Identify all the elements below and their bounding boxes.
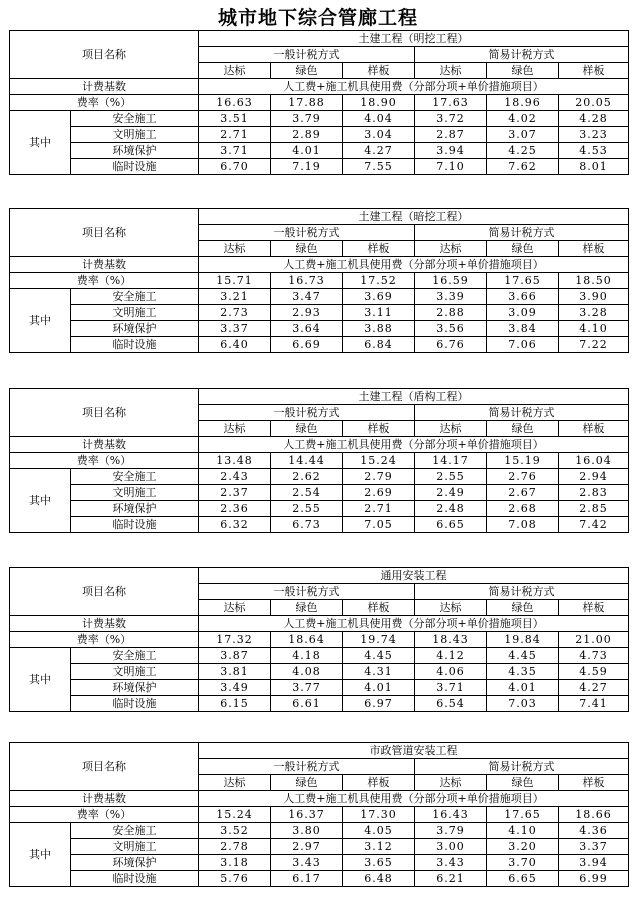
project-name-header: 项目名称 (10, 31, 199, 79)
rate-cell: 17.88 (271, 95, 343, 111)
level-header: 绿色 (487, 775, 559, 791)
rate-cell: 4.01 (343, 680, 415, 696)
rate-table (9, 208, 629, 353)
rate-cell: 2.37 (199, 485, 271, 501)
rate-cell: 4.01 (487, 680, 559, 696)
level-header: 样板 (343, 241, 415, 257)
rate-cell: 6.15 (199, 696, 271, 712)
rate-cell: 7.10 (415, 159, 487, 175)
basis-value: 人工费+施工机具使用费（分部分项+单价措施项目） (199, 257, 629, 273)
rate-cell: 4.31 (343, 664, 415, 680)
rate-cell: 3.84 (487, 321, 559, 337)
table-row (10, 111, 629, 127)
rate-cell: 5.76 (199, 871, 271, 887)
item-label: 环境保护 (71, 321, 199, 337)
item-label: 环境保护 (71, 855, 199, 871)
rate-cell: 4.53 (559, 143, 629, 159)
level-header: 样板 (559, 775, 629, 791)
rate-cell: 4.04 (343, 111, 415, 127)
project-name-header: 项目名称 (10, 743, 199, 791)
rate-cell: 2.36 (199, 501, 271, 517)
among-label: 其中 (10, 289, 71, 353)
rate-cell: 3.90 (559, 289, 629, 305)
item-label: 文明施工 (71, 839, 199, 855)
rate-cell: 2.83 (559, 485, 629, 501)
item-label: 安全施工 (71, 648, 199, 664)
rate-label: 费率（%） (10, 273, 199, 289)
rate-cell: 4.18 (271, 648, 343, 664)
simple-tax-header: 简易计税方式 (415, 584, 629, 600)
level-header: 绿色 (487, 600, 559, 616)
level-header: 样板 (559, 600, 629, 616)
basis-label: 计费基数 (10, 437, 199, 453)
rate-cell: 6.21 (415, 871, 487, 887)
rate-cell: 6.97 (343, 696, 415, 712)
table-row (10, 839, 629, 855)
table-row (10, 469, 629, 485)
section-title: 土建工程（盾构工程） (199, 389, 629, 405)
rate-table (9, 30, 629, 175)
basis-label: 计费基数 (10, 791, 199, 807)
rate-cell: 3.49 (199, 680, 271, 696)
item-label: 文明施工 (71, 305, 199, 321)
rate-cell: 18.66 (559, 807, 629, 823)
level-header: 达标 (199, 600, 271, 616)
rate-cell: 4.02 (487, 111, 559, 127)
rate-cell: 18.90 (343, 95, 415, 111)
item-label: 临时设施 (71, 696, 199, 712)
item-label: 安全施工 (71, 289, 199, 305)
rate-cell: 2.71 (199, 127, 271, 143)
project-name-header: 项目名称 (10, 209, 199, 257)
level-header: 绿色 (487, 421, 559, 437)
rate-cell: 17.52 (343, 273, 415, 289)
item-label: 临时设施 (71, 337, 199, 353)
rate-cell: 17.32 (199, 632, 271, 648)
rate-cell: 3.11 (343, 305, 415, 321)
rate-cell: 15.24 (343, 453, 415, 469)
rate-cell: 6.70 (199, 159, 271, 175)
section-title: 土建工程（明挖工程） (199, 31, 629, 47)
rate-cell: 7.22 (559, 337, 629, 353)
rate-cell: 3.37 (559, 839, 629, 855)
rate-cell: 6.54 (415, 696, 487, 712)
simple-tax-header: 简易计税方式 (415, 405, 629, 421)
rate-cell: 7.06 (487, 337, 559, 353)
rate-cell: 3.94 (559, 855, 629, 871)
rate-label: 费率（%） (10, 95, 199, 111)
page-title: 城市地下综合管廊工程 (217, 7, 418, 29)
rate-cell: 3.12 (343, 839, 415, 855)
item-label: 临时设施 (71, 159, 199, 175)
level-header: 绿色 (487, 63, 559, 79)
level-header: 样板 (343, 775, 415, 791)
rate-cell: 14.44 (271, 453, 343, 469)
level-header: 绿色 (271, 241, 343, 257)
rate-cell: 3.04 (343, 127, 415, 143)
rate-cell: 15.71 (199, 273, 271, 289)
project-name-header: 项目名称 (10, 568, 199, 616)
rate-cell: 3.71 (199, 143, 271, 159)
rate-cell: 3.51 (199, 111, 271, 127)
simple-tax-header: 简易计税方式 (415, 759, 629, 775)
level-header: 绿色 (271, 63, 343, 79)
rate-cell: 3.00 (415, 839, 487, 855)
basis-label: 计费基数 (10, 79, 199, 95)
table-row (10, 855, 629, 871)
item-label: 安全施工 (71, 469, 199, 485)
rate-cell: 19.74 (343, 632, 415, 648)
rate-cell: 13.48 (199, 453, 271, 469)
item-label: 临时设施 (71, 871, 199, 887)
section-title: 市政管道安装工程 (199, 743, 629, 759)
item-label: 文明施工 (71, 664, 199, 680)
rate-cell: 3.43 (271, 855, 343, 871)
rate-cell: 4.27 (559, 680, 629, 696)
level-header: 达标 (415, 63, 487, 79)
item-label: 环境保护 (71, 680, 199, 696)
rate-cell: 6.17 (271, 871, 343, 887)
among-label: 其中 (10, 111, 71, 175)
level-header: 达标 (199, 421, 271, 437)
table-row (10, 680, 629, 696)
level-header: 样板 (559, 241, 629, 257)
rate-cell: 4.59 (559, 664, 629, 680)
rate-cell: 18.64 (271, 632, 343, 648)
rate-cell: 18.50 (559, 273, 629, 289)
table-row (10, 501, 629, 517)
rate-cell: 7.19 (271, 159, 343, 175)
basis-value: 人工费+施工机具使用费（分部分项+单价措施项目） (199, 616, 629, 632)
level-header: 样板 (343, 421, 415, 437)
simple-tax-header: 简易计税方式 (415, 225, 629, 241)
rate-cell: 3.52 (199, 823, 271, 839)
rate-cell: 6.76 (415, 337, 487, 353)
rate-cell: 21.00 (559, 632, 629, 648)
item-label: 安全施工 (71, 111, 199, 127)
rate-cell: 7.41 (559, 696, 629, 712)
rate-cell: 3.20 (487, 839, 559, 855)
basis-label: 计费基数 (10, 616, 199, 632)
rate-cell: 2.71 (343, 501, 415, 517)
section-title: 土建工程（暗挖工程） (199, 209, 629, 225)
table-row (10, 696, 629, 712)
project-name-header: 项目名称 (10, 389, 199, 437)
level-header: 达标 (199, 775, 271, 791)
level-header: 绿色 (271, 775, 343, 791)
rate-cell: 3.65 (343, 855, 415, 871)
table-row (10, 143, 629, 159)
item-label: 文明施工 (71, 127, 199, 143)
rate-cell: 6.65 (487, 871, 559, 887)
rate-cell: 7.62 (487, 159, 559, 175)
rate-cell: 17.65 (487, 273, 559, 289)
rate-cell: 16.63 (199, 95, 271, 111)
rate-cell: 7.55 (343, 159, 415, 175)
rate-cell: 2.88 (415, 305, 487, 321)
rate-cell: 3.28 (559, 305, 629, 321)
level-header: 绿色 (271, 421, 343, 437)
rate-cell: 17.30 (343, 807, 415, 823)
table-row (10, 305, 629, 321)
rate-cell: 3.70 (487, 855, 559, 871)
level-header: 样板 (343, 63, 415, 79)
rate-cell: 4.45 (487, 648, 559, 664)
rate-cell: 4.08 (271, 664, 343, 680)
basis-value: 人工费+施工机具使用费（分部分项+单价措施项目） (199, 437, 629, 453)
rate-cell: 16.04 (559, 453, 629, 469)
rate-cell: 15.24 (199, 807, 271, 823)
rate-cell: 2.48 (415, 501, 487, 517)
rate-cell: 2.49 (415, 485, 487, 501)
rate-cell: 6.73 (271, 517, 343, 533)
basis-value: 人工费+施工机具使用费（分部分项+单价措施项目） (199, 791, 629, 807)
rate-cell: 18.96 (487, 95, 559, 111)
rate-cell: 16.59 (415, 273, 487, 289)
rate-cell: 4.36 (559, 823, 629, 839)
among-label: 其中 (10, 648, 71, 712)
rate-cell: 3.09 (487, 305, 559, 321)
level-header: 达标 (415, 775, 487, 791)
rate-cell: 2.85 (559, 501, 629, 517)
rate-cell: 4.10 (559, 321, 629, 337)
rate-cell: 20.05 (559, 95, 629, 111)
rate-cell: 2.94 (559, 469, 629, 485)
rate-cell: 4.01 (271, 143, 343, 159)
rate-cell: 2.55 (271, 501, 343, 517)
rate-table (9, 742, 629, 887)
table-row (10, 871, 629, 887)
rate-cell: 3.79 (415, 823, 487, 839)
rate-cell: 4.12 (415, 648, 487, 664)
rate-cell: 15.19 (487, 453, 559, 469)
rate-cell: 4.06 (415, 664, 487, 680)
rate-cell: 16.37 (271, 807, 343, 823)
level-header: 样板 (559, 63, 629, 79)
rate-cell: 17.65 (487, 807, 559, 823)
rate-cell: 2.68 (487, 501, 559, 517)
level-header: 达标 (415, 421, 487, 437)
general-tax-header: 一般计税方式 (199, 759, 415, 775)
rate-cell: 6.65 (415, 517, 487, 533)
rate-label: 费率（%） (10, 453, 199, 469)
rate-cell: 2.54 (271, 485, 343, 501)
rate-cell: 3.81 (199, 664, 271, 680)
rate-cell: 3.23 (559, 127, 629, 143)
rate-cell: 3.88 (343, 321, 415, 337)
basis-value: 人工费+施工机具使用费（分部分项+单价措施项目） (199, 79, 629, 95)
rate-cell: 2.73 (199, 305, 271, 321)
table-row (10, 127, 629, 143)
level-header: 绿色 (271, 600, 343, 616)
rate-cell: 6.99 (559, 871, 629, 887)
rate-table (9, 567, 629, 712)
rate-cell: 6.69 (271, 337, 343, 353)
rate-cell: 3.72 (415, 111, 487, 127)
general-tax-header: 一般计税方式 (199, 405, 415, 421)
rate-cell: 6.32 (199, 517, 271, 533)
rate-cell: 2.93 (271, 305, 343, 321)
rate-cell: 4.05 (343, 823, 415, 839)
rate-cell: 3.18 (199, 855, 271, 871)
rate-cell: 2.97 (271, 839, 343, 855)
item-label: 环境保护 (71, 501, 199, 517)
rate-cell: 3.39 (415, 289, 487, 305)
table-row (10, 648, 629, 664)
item-label: 临时设施 (71, 517, 199, 533)
rate-cell: 3.94 (415, 143, 487, 159)
rate-cell: 3.77 (271, 680, 343, 696)
rate-cell: 2.43 (199, 469, 271, 485)
rate-cell: 2.67 (487, 485, 559, 501)
rate-cell: 2.62 (271, 469, 343, 485)
level-header: 达标 (415, 241, 487, 257)
rate-cell: 17.63 (415, 95, 487, 111)
item-label: 文明施工 (71, 485, 199, 501)
general-tax-header: 一般计税方式 (199, 584, 415, 600)
rate-cell: 19.84 (487, 632, 559, 648)
rate-cell: 2.76 (487, 469, 559, 485)
rate-cell: 2.78 (199, 839, 271, 855)
among-label: 其中 (10, 823, 71, 887)
rate-cell: 16.43 (415, 807, 487, 823)
rate-cell: 3.56 (415, 321, 487, 337)
level-header: 样板 (343, 600, 415, 616)
rate-cell: 4.27 (343, 143, 415, 159)
level-header: 达标 (199, 241, 271, 257)
table-row (10, 664, 629, 680)
rate-cell: 7.05 (343, 517, 415, 533)
rate-label: 费率（%） (10, 632, 199, 648)
section-title: 通用安装工程 (199, 568, 629, 584)
rate-cell: 7.42 (559, 517, 629, 533)
rate-cell: 6.84 (343, 337, 415, 353)
among-label: 其中 (10, 469, 71, 533)
rate-cell: 6.40 (199, 337, 271, 353)
rate-cell: 4.73 (559, 648, 629, 664)
rate-cell: 2.69 (343, 485, 415, 501)
table-row (10, 289, 629, 305)
rate-cell: 3.21 (199, 289, 271, 305)
rate-cell: 3.79 (271, 111, 343, 127)
rate-cell: 2.89 (271, 127, 343, 143)
level-header: 达标 (199, 63, 271, 79)
rate-cell: 2.55 (415, 469, 487, 485)
item-label: 安全施工 (71, 823, 199, 839)
basis-label: 计费基数 (10, 257, 199, 273)
rate-cell: 3.37 (199, 321, 271, 337)
level-header: 绿色 (487, 241, 559, 257)
rate-cell: 3.66 (487, 289, 559, 305)
rate-cell: 4.45 (343, 648, 415, 664)
rate-cell: 3.71 (415, 680, 487, 696)
rate-cell: 3.43 (415, 855, 487, 871)
rate-cell: 4.28 (559, 111, 629, 127)
general-tax-header: 一般计税方式 (199, 225, 415, 241)
rate-cell: 18.43 (415, 632, 487, 648)
rate-cell: 6.61 (271, 696, 343, 712)
rate-cell: 3.07 (487, 127, 559, 143)
rate-cell: 4.10 (487, 823, 559, 839)
rate-cell: 16.73 (271, 273, 343, 289)
table-row (10, 517, 629, 533)
general-tax-header: 一般计税方式 (199, 47, 415, 63)
rate-cell: 3.69 (343, 289, 415, 305)
table-row (10, 823, 629, 839)
rate-cell: 2.87 (415, 127, 487, 143)
item-label: 环境保护 (71, 143, 199, 159)
rate-cell: 4.35 (487, 664, 559, 680)
rate-cell: 7.08 (487, 517, 559, 533)
simple-tax-header: 简易计税方式 (415, 47, 629, 63)
rate-table (9, 388, 629, 533)
level-header: 达标 (415, 600, 487, 616)
rate-cell: 3.47 (271, 289, 343, 305)
table-row (10, 485, 629, 501)
rate-cell: 3.80 (271, 823, 343, 839)
rate-label: 费率（%） (10, 807, 199, 823)
rate-cell: 14.17 (415, 453, 487, 469)
rate-cell: 4.25 (487, 143, 559, 159)
rate-cell: 7.03 (487, 696, 559, 712)
rate-cell: 3.64 (271, 321, 343, 337)
level-header: 样板 (559, 421, 629, 437)
table-row (10, 159, 629, 175)
rate-cell: 6.48 (343, 871, 415, 887)
table-row (10, 321, 629, 337)
table-row (10, 337, 629, 353)
rate-cell: 3.87 (199, 648, 271, 664)
rate-cell: 8.01 (559, 159, 629, 175)
rate-cell: 2.79 (343, 469, 415, 485)
